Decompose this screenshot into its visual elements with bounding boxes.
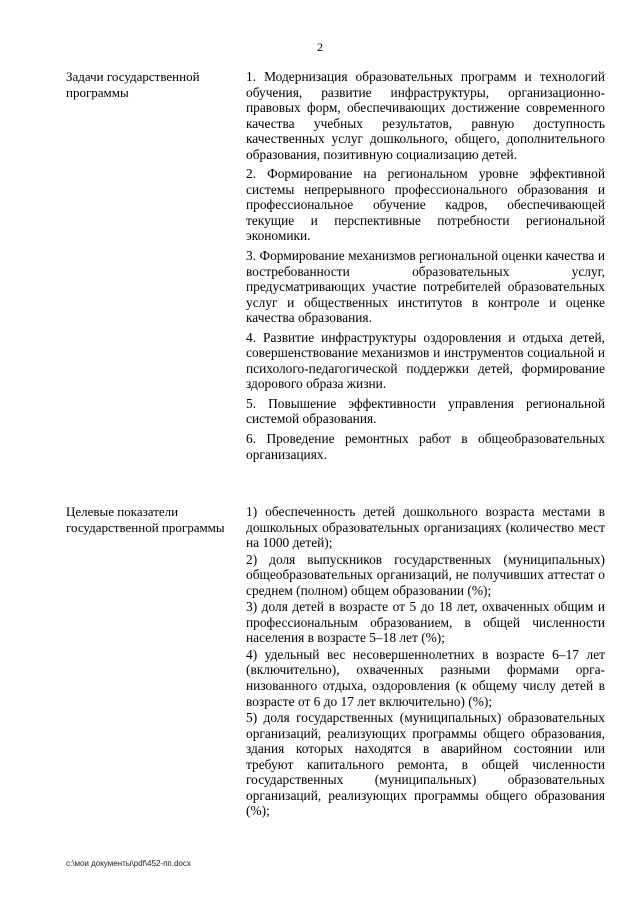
- tasks-label: Задачи государственной программы: [66, 69, 200, 100]
- task-item-1: 1. Модернизация образовательных программ и технологий обучения, развитие инфраструктуры, организационно-правовых форм, обеспечивающих достижение современного качества учебных результатов, равную доступность качественных услуг дошкольного, общего, дополнительного образования, позитивную социализацию детей.: [246, 69, 605, 162]
- task-item-4: 4. Развитие инфраструктуры оздоровления и отдыха детей, совершенствование механизмов и инструментов социальной и психолого-педагогической поддержки детей, формирование здорового образа жизни.: [246, 329, 605, 392]
- targets-content: [246, 504, 605, 819]
- target-item-4: 4) удельный вес несовершеннолетних в возрасте 6–17 лет (включительно), охваченных разными формами организованного отдыха, оздоровления (к общему числу детей в возрасте от 6 до 17 лет включительно) (%);: [246, 646, 605, 709]
- target-item-2: 2) доля выпускников государственных (муниципальных) общеобразовательных организаций, не получивших аттестат о среднем (полном) общем образовании (%);: [246, 551, 605, 598]
- task-item-5: 5. Повышение эффективности управления региональной системой образования.: [246, 395, 605, 427]
- task-item-6: 6. Проведение ремонтных работ в общеобразовательных организациях.: [246, 431, 605, 462]
- task-item-2: 2. Формирование на региональном уровне эффективной системы непрерывного профессионального образования и профессиональное обучение кадров, обеспечивающей текущие и перспективные потребности региональной экономики.: [246, 166, 605, 244]
- target-item-1: 1) обеспеченность детей дошкольного возраста местами в дошкольных образовательных организациях (количество мест на 1000 детей);: [246, 504, 605, 551]
- targets-label: Целевые показатели государственной программы: [66, 504, 225, 535]
- footer-file-path: c:\мои документы\pdf\452-пп.docx: [66, 859, 191, 868]
- task-item-3: 3. Формирование механизмов региональной оценки качества и востребованности образовательных услуг, предусматривающих участие потребителей образовательных услуг и общественных институтов в контроле и оценке качества образования.: [246, 248, 605, 326]
- page-number: 2: [317, 40, 323, 54]
- target-item-3: 3) доля детей в возрасте от 5 до 18 лет, охваченных общим и профессиональным образованием, в общей численности населения в возрасте 5–18 лет (%);: [246, 599, 605, 646]
- tasks-content: [246, 69, 605, 462]
- target-item-5: 5) доля государственных (муниципальных) образовательных организаций, реализующих программы общего образования, здания которых находятся в аварийном состоянии или требуют капитального ремонта, в общей численности государственных (муниципальных) образовательных организаций, реализующих программы общего образования (%);: [246, 710, 605, 819]
